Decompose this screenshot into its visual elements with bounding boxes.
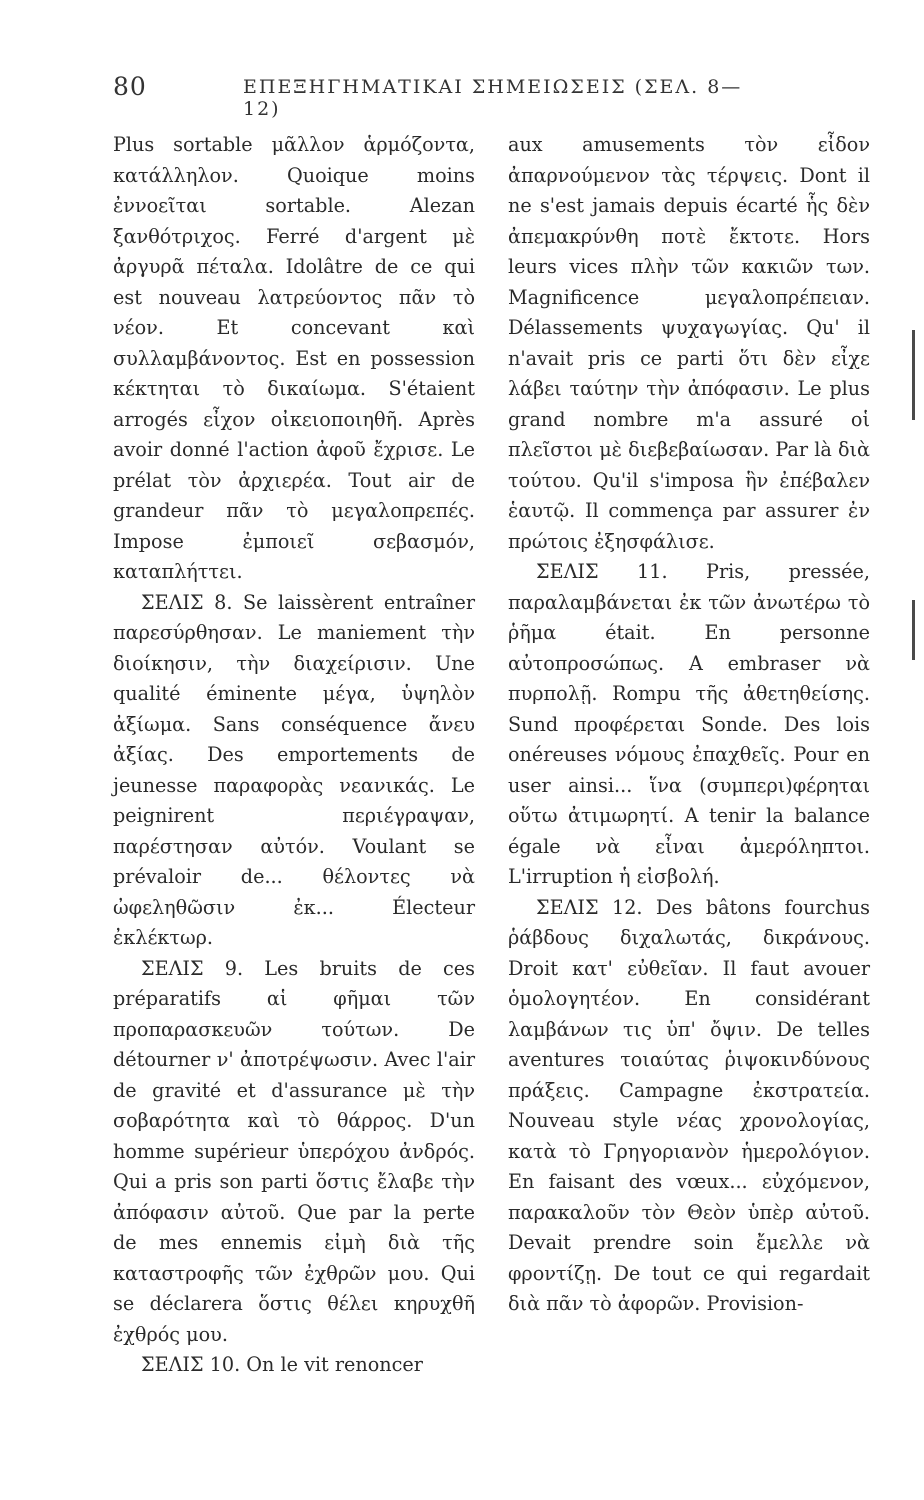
scan-edge-mark [912, 600, 915, 660]
running-title: ΕΠΕΞΗΓΗΜΑΤΙΚΑΙ ΣΗΜΕΙΩΣΕΙΣ (ΣΕΛ. 8—12) [243, 76, 743, 120]
section-paragraph: ΣΕΛΙΣ 12. Des bâtons fourchus ῥάβδους διχαλωτάς, δικράνους. Droit κατ' εὐθεῖαν. Il faut avouer ὁμολογητέον. En considérant λαμβάνων τις ὑπ' ὄψιν. De telles aventures τοιαύτας ῥιψοκινδύνους πράξεις. Campagne ἐκστρατεία. Nouveau style νέας χρονολογίας, κατὰ τὸ Γρηγοριανὸν ἡμερολόγιον. En faisant des vœux... εὐχόμενον, παρακαλοῦν τὸν Θεὸν ὑπὲρ αὐτοῦ. Devait prendre soin ἔμελλε νὰ φροντίζῃ. De tout ce qui regardait διὰ πᾶν τὸ ἀφορῶν. Provision- [508, 895, 870, 1315]
running-header [113, 72, 761, 120]
section-paragraph: ΣΕΛΙΣ 9. Les bruits de ces préparatifs αἱ φῆμαι τῶν προπαρασκευῶν τούτων. De détourner ν' ἀποτρέψωσιν. Avec l'air de gravité et d'assurance μὲ τὴν σοβαρότητα καὶ τὸ θάρρος. D'un homme supérieur ὑπερόχου ἀνδρός. Qui a pris son parti ὅστις ἔλαβε τὴν ἀπόφασιν αὐτοῦ. Que par la perte de mes ennemis εἰμὴ διὰ τῆς καταστροφῆς τῶν ἐχθρῶν μου. Qui se déclarera ὅστις θέλει κηρυχθῆ ἐχθρός μου. [113, 956, 475, 1346]
right-column [508, 130, 870, 1320]
left-column [113, 130, 475, 1381]
section-paragraph: ΣΕΛΙΣ 8. Se laissèrent entraîner παρεσύρθησαν. Le maniement τὴν διοίκησιν, τὴν διαχείρισιν. Une qualité éminente μέγα, ὑψηλὸν ἀξίωμα. Sans conséquence ἄνευ ἀξίας. Des emportements de jeunesse παραφορὰς νεανικάς. Le peignirent περιέγραψαν, παρέστησαν αὐτόν. Voulant se prévaloir de... θέλοντες νὰ ὠφεληθῶσιν ἐκ... Électeur ἐκλέκτωρ. [113, 590, 475, 949]
section-paragraph: ΣΕΛΙΣ 10. On le vit renoncer [141, 1353, 423, 1376]
section-paragraph: ΣΕΛΙΣ 11. Pris, pressée, παραλαμβάνεται ἐκ τῶν ἀνωτέρω τὸ ῥῆμα était. En personne αὐτοπροσώπως. A embraser νὰ πυρπολῇ. Rompu τῆς ἀθετηθείσης. Sund προφέρεται Sonde. Des lois onéreuses νόμους ἐπαχθεῖς. Pour en user ainsi... ἵνα (συμπερι)φέρηται οὕτω ἀτιμωρητί. A tenir la balance égale νὰ εἶναι ἀμερόληπτοι. L'irruption ἡ εἰσβολή. [508, 560, 870, 888]
page-number: 80 [113, 72, 147, 101]
paragraph: aux amusements τὸν εἶδον ἀπαρνούμενον τὰς τέρψεις. Dont il ne s'est jamais depuis écarté ἧς δὲν ἀπεμακρύνθη ποτὲ ἔκτοτε. Hors leurs vices πλὴν τῶν κακιῶν των. Magnificence μεγαλοπρέπειαν. Délassements ψυχαγωγίας. Qu' il n'avait pris ce parti ὅτι δὲν εἶχε λάβει ταύτην τὴν ἀπόφασιν. Le plus grand nombre m'a assuré οἱ πλεῖστοι μὲ διεβεβαίωσαν. Par là διὰ τούτου. Qu'il s'imposa ἣν ἐπέβαλεν ἑαυτῷ. Il commença par assurer ἐν πρώτοις ἐξησφάλισε. [508, 133, 870, 553]
paragraph: Plus sortable μᾶλλον ἁρμόζοντα, κατάλληλον. Quoique moins ἐννοεῖται sortable. Alezan ξανθότριχος. Ferré d'argent μὲ ἀργυρᾶ πέταλα. Idolâtre de ce qui est nouveau λατρεύοντος πᾶν τὸ νέον. Et concevant καὶ συλλαμβάνοντος. Est en possession κέκτηται τὸ δικαίωμα. S'étaient arrogés εἶχον οἰκειοποιηθῆ. Après avoir donné l'action ἀφοῦ ἔχρισε. Le prélat τὸν ἀρχιερέα. Tout air de grandeur πᾶν τὸ μεγαλοπρεπές. Impose ἐμποιεῖ σεβασμόν, καταπλήττει. [113, 133, 475, 583]
scan-edge-mark [912, 330, 915, 420]
